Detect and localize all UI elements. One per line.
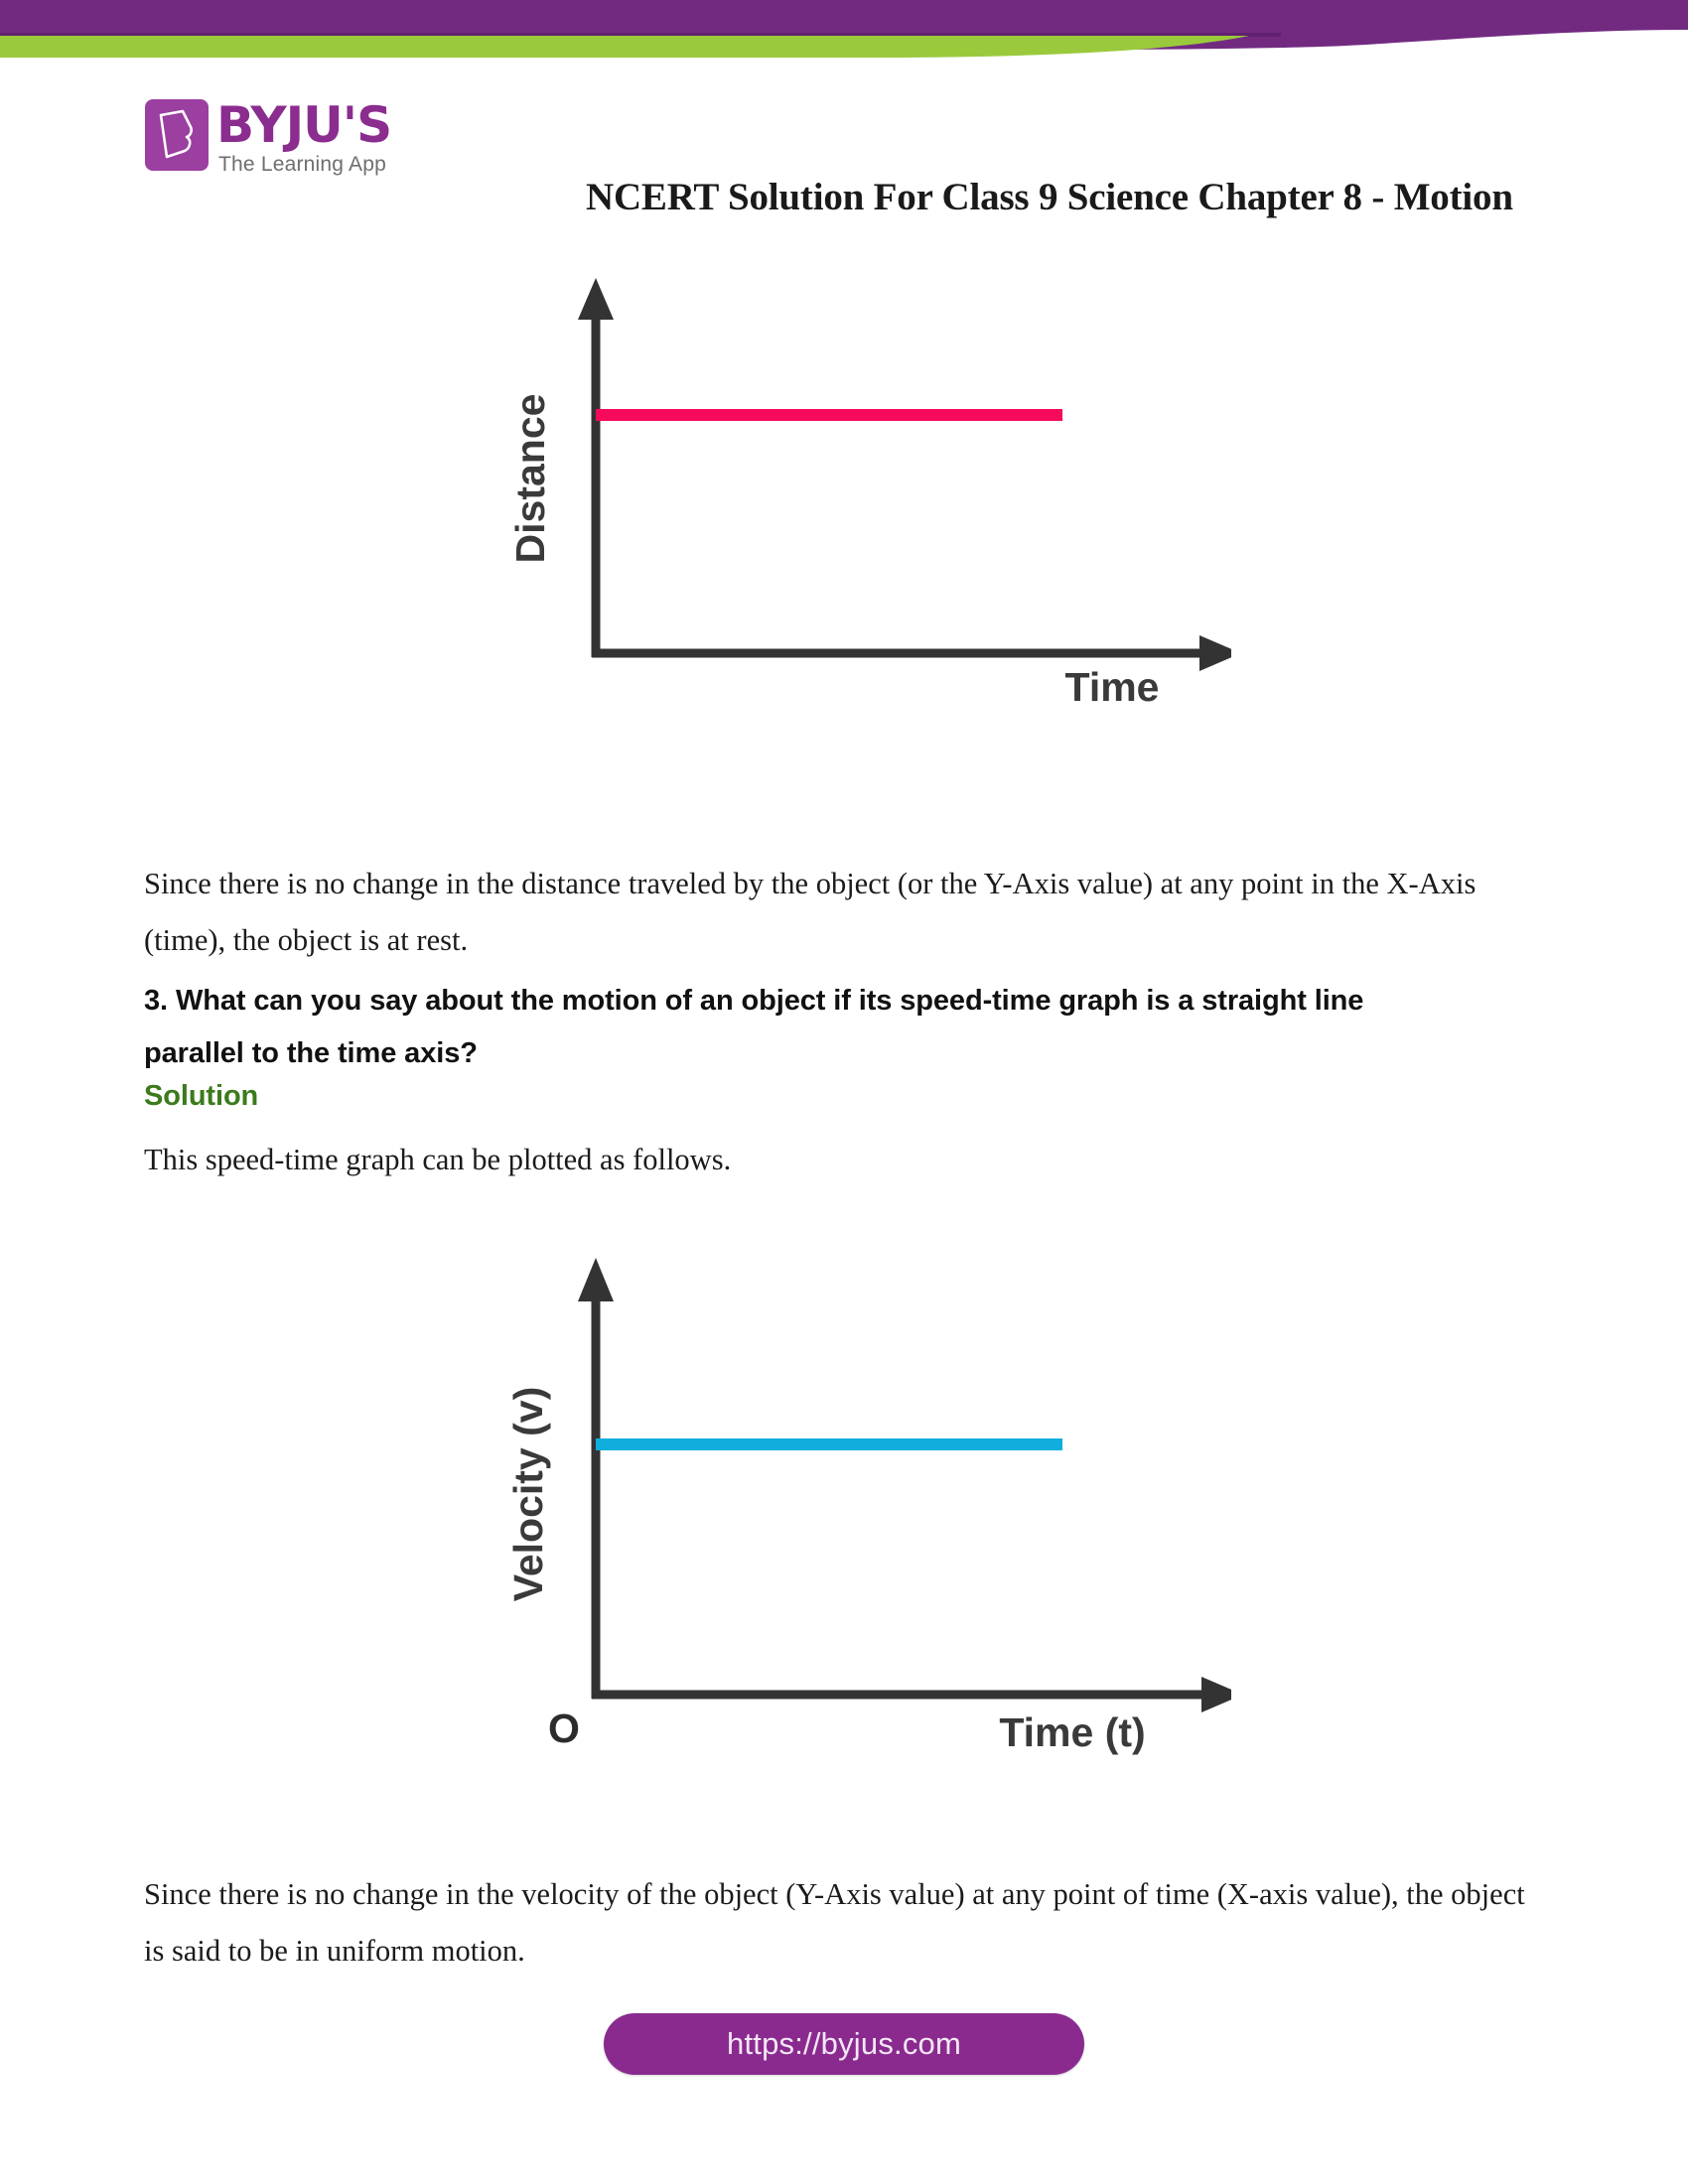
x-axis-arrowhead [1201,1677,1231,1712]
byjus-url-button[interactable] [604,2013,1084,2075]
distance-time-chart [457,268,1231,754]
paragraph-after-figure1-line2: (time), the object is at rest. [144,923,469,957]
velocity-time-chart [457,1246,1231,1802]
origin-label: O [548,1706,580,1751]
figure-velocity-time-graph [0,1246,1688,1861]
banner-green-shape [0,36,1249,58]
x-axis-label: Time [1064,664,1160,710]
question-3-line1: 3. What can you say about the motion of an object if its speed-time graph is a straight line [144,985,1364,1017]
paragraph-after-figure2-line1: Since there is no change in the velocity of the object (Y-Axis value) at any point of time (X-axis value), the object [144,1877,1525,1911]
x-axis-label: Time (t) [999,1709,1146,1755]
page-title: NCERT Solution For Class 9 Science Chapter 8 - Motion [586,176,1513,218]
byjus-url-label: https://byjus.com [727,2026,961,2061]
question-3-line2: parallel to the time axis? [144,1037,478,1069]
byjus-logo-wordmark: BYJU'S [216,96,392,154]
paragraph-after-figure2 [144,1866,1554,1979]
paragraph-after-figure1-line1: Since there is no change in the distance traveled by the object (or the Y-Axis value) at any point in the X-Axis [144,867,1477,900]
y-axis-arrowhead [578,1258,614,1301]
byjus-b-logo-icon [157,109,197,161]
banner-shapes [0,0,1688,79]
x-axis-arrowhead [1199,635,1231,671]
paragraph-after-figure2-line2: is said to be in uniform motion. [144,1934,525,1968]
page-header [0,77,1688,218]
question-3 [144,975,1554,1080]
byjus-logo [145,97,433,189]
solution-heading: Solution [144,1080,259,1112]
top-decorative-banner [0,0,1688,79]
byjus-logo-mark [145,99,209,171]
y-axis-label: Distance [507,393,553,564]
y-axis-label: Velocity (v) [505,1386,551,1602]
paragraph-after-figure1 [144,856,1554,969]
y-axis-arrowhead [578,278,614,320]
figure-distance-time-graph [0,268,1688,824]
paragraph-plot-intro: This speed-time graph can be plotted as follows. [144,1143,732,1176]
byjus-logo-tagline: The Learning App [218,153,386,176]
